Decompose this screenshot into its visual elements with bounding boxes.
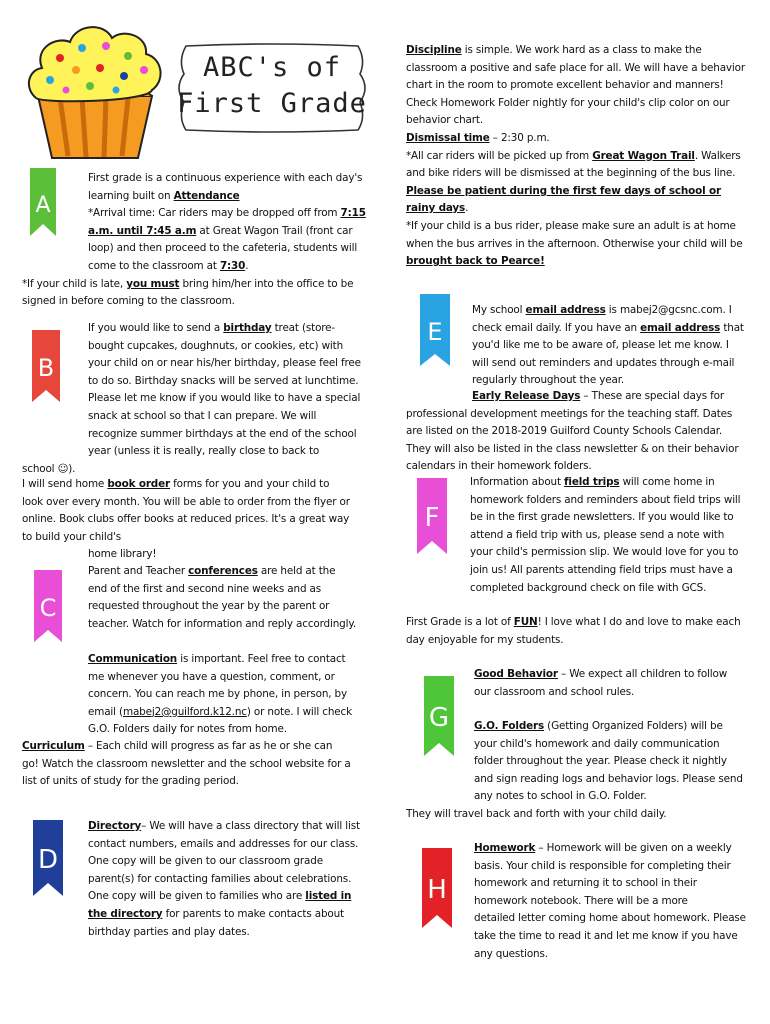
section-f-field-trips	[406, 474, 746, 597]
section-c-communication	[22, 651, 357, 739]
communication-paragraph: Communication is important. Feel free to contact me whenever you have a question, comment, or concern. You can reach me by phone, in person, by email (mabej2@guilford.k12.nc) or note. I will check G.O. Folders daily for notes from home.	[88, 653, 352, 736]
birthday-paragraph: If you would like to send a birthday treat (store-bought cupcakes, doughnuts, or cookies, etc) with your child on or near his/her birthday, please feel free to do so. Birthday snacks will be served at lunchtime. Please let me know if you would like to have a special snack at school so that I can prepare. We will recognize summer birthdays at the end of the school year (unless it is really, really close to back to	[88, 322, 361, 458]
email-paragraph: My school email address is mabej2@gcsnc.com. I check email daily. If you have an email address that you'd like me to be aware of, please let me know. I will send out reminders and updates through e-mail regularly throughout the year.	[472, 304, 744, 387]
banner-b-letter: B	[37, 354, 55, 382]
banner-e-letter: E	[427, 318, 443, 346]
section-e-email	[406, 302, 746, 390]
early-release-paragraph: Early Release Days – These are special days for professional development meetings for the teaching staff. Dates are listed on the 2018-2019 Guilford County Schools Calendar. They will also be listed in the class newsletter & on their behavior calendars in their homework folders.	[406, 390, 739, 473]
banner-a-letter: A	[35, 193, 51, 218]
section-a	[22, 170, 367, 311]
section-d-directory	[22, 818, 367, 941]
arrival-paragraph: *Arrival time: Car riders may be dropped off from 7:15 a.m. until 7:45 a.m at Great Wagon Trail (front car loop) and then proceed to the cafeteria, students will come to the classroom at 7:30.	[88, 207, 366, 272]
section-c-curriculum	[22, 738, 352, 791]
section-g-go-folders	[406, 718, 748, 824]
banner-f-letter: F	[424, 503, 440, 533]
directory-paragraph: Directory– We will have a class directory that will list contact numbers, emails and addresses for our class. One copy will be given to our classroom grade parent(s) for contacting families about celebrations. One copy will be given to families who are listed in the directory for parents to make contacts about birthday parties and play dates.	[88, 820, 360, 938]
page-title-line2: First Grade	[177, 88, 367, 119]
page-title-line1: ABC's of	[202, 52, 342, 83]
teacher-email-link[interactable]: mabej2@guilford.k12.nc	[122, 705, 247, 718]
section-b-birthday	[22, 320, 367, 478]
bus-riders-paragraph: *If your child is a bus rider, please make sure an adult is at home when the bus arrives in the afternoon. Otherwise your child will be brought back to Pearce!	[406, 219, 743, 268]
section-b-book-order	[22, 476, 352, 564]
banner-h-letter: H	[427, 875, 447, 905]
go-folders-paragraph: G.O. Folders (Getting Organized Folders) will be your child's homework and daily communication folder throughout the year. Please check it nightly and sign reading logs and behavior logs. Please send any notes to school in G.O. Folder.	[474, 720, 743, 803]
book-order-paragraph-end: home library!	[88, 548, 157, 561]
birthday-paragraph-end: school ☺).	[22, 462, 76, 475]
section-c-conferences	[22, 563, 357, 633]
section-h-homework	[406, 840, 746, 963]
late-paragraph: *If your child is late, you must bring him/her into the office to be signed in before coming to the classroom.	[22, 277, 354, 308]
book-order-paragraph: I will send home book order forms for you and your child to look over every month. You will be able to order from the flyer or online. Book clubs offer books at reduced prices. It's a great way to build your child's	[22, 478, 350, 543]
attendance-paragraph: First grade is a continuous experience with each day's learning built on Attendance	[88, 172, 363, 202]
field-trips-paragraph: Information about field trips will come home in homework folders and reminders about field trips will be in the first grade newsletters. If you would like to attend a field trip with us, please send a note with your child's permission slip. We would love for you to join us! All parents attending field trips must have a completed background check on file with GCS.	[470, 476, 741, 594]
homework-paragraph: Homework – Homework will be given on a weekly basis. Your child is responsible for completing their homework and returning it to school in their homework notebook. There will be a more	[474, 842, 732, 907]
banner-g-letter: G	[428, 703, 450, 733]
dismissal-time: Dismissal time – 2:30 p.m.	[406, 132, 550, 144]
section-dismissal	[406, 130, 746, 271]
section-e-early-release	[406, 388, 746, 476]
conferences-paragraph: Parent and Teacher conferences are held at the end of the first and second nine weeks and as requested throughout the year by the parent or teacher. Watch for information and reply accordingly.	[88, 565, 356, 630]
title-frame	[172, 40, 372, 135]
section-f-fun	[406, 614, 741, 649]
fun-paragraph: First Grade is a lot of FUN! I love what I do and love to make each day enjoyable for my students.	[406, 616, 741, 646]
cupcake-illustration	[20, 18, 170, 163]
good-behavior-paragraph: Good Behavior – We expect all children to follow our classroom and school rules.	[474, 668, 728, 698]
homework-paragraph-end: detailed letter coming home about homework. Please take the time to read it and let me know if you have any questions.	[474, 912, 746, 960]
go-folders-paragraph-end: They will travel back and forth with your child daily.	[406, 807, 667, 820]
discipline-paragraph: Discipline is simple. We work hard as a class to make the classroom a positive and safe place for all. We will have a behavior chart in the room to promote excellent behavior and manners! Check Homework Folder nightly for your child's clip color on our behavior chart.	[406, 44, 745, 127]
banner-d-letter: D	[37, 845, 59, 875]
car-riders-paragraph: *All car riders will be picked up from Great Wagon Trail. Walkers and bike riders will be dismissed at the beginning of the bus line. Please be patient during the first few days of school or rainy days.	[406, 149, 741, 215]
section-g-good-behavior	[406, 666, 746, 701]
curriculum-paragraph: Curriculum – Each child will progress as far as he or she can go! Watch the classroom newsletter and the school website for a list of units of study for the grading period.	[22, 740, 351, 788]
section-discipline	[406, 42, 746, 130]
banner-c-letter: C	[39, 594, 57, 622]
